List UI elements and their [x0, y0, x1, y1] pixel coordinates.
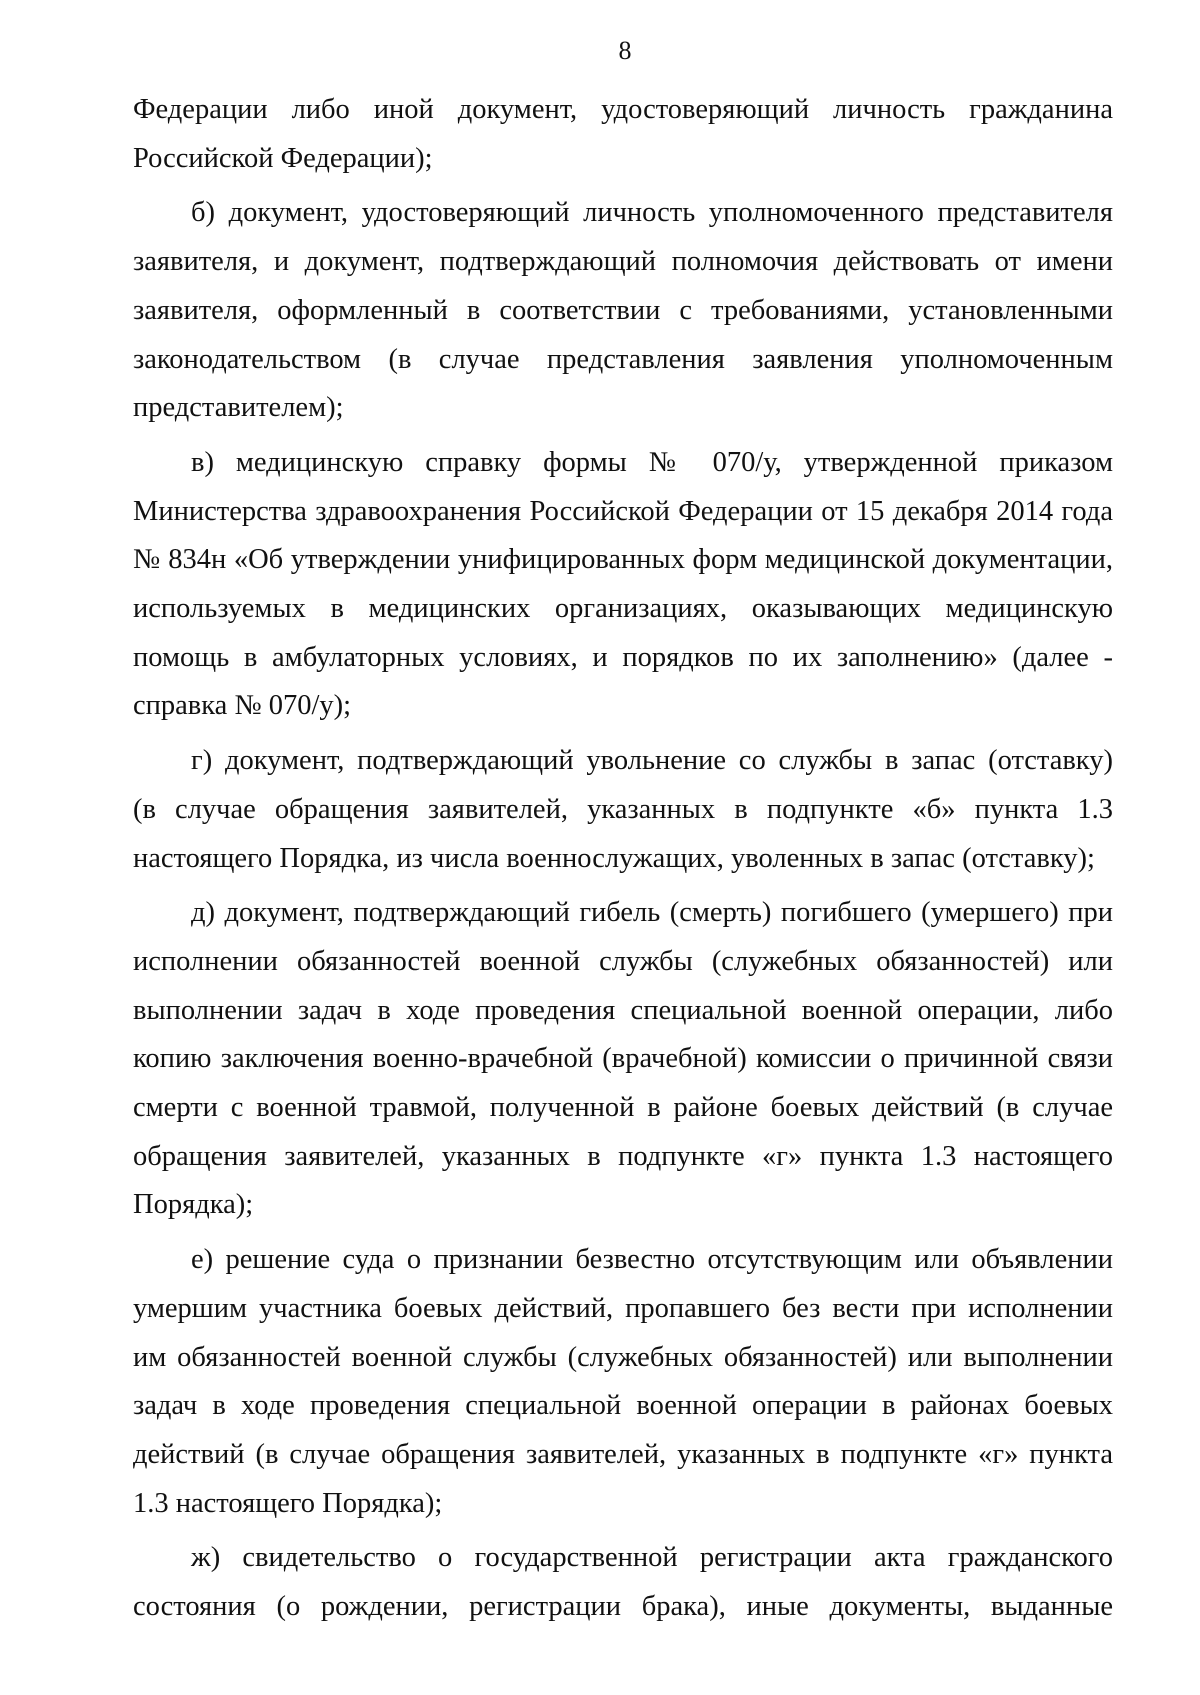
text-line: ж) свидетельство о государственной регистрации акта гражданского — [191, 1542, 1113, 1574]
text-line: используемых в медицинских организациях, оказывающих медицинскую — [133, 593, 1113, 625]
text-line: исполнении обязанностей военной службы (служебных обязанностей) или — [133, 945, 1113, 977]
text-line: настоящего Порядка, из числа военнослужащих, уволенных в запас (отставку); — [133, 842, 1095, 874]
text-line: в) медицинскую справку формы № 070/у, утвержденной приказом — [191, 446, 1113, 478]
text-line: действий (в случае обращения заявителей, указанных в подпункте «г» пункта — [133, 1438, 1113, 1470]
text-line: состояния (о рождении, регистрации брака), иные документы, выданные — [133, 1591, 1113, 1623]
document-body — [133, 86, 1113, 1632]
text-line: (в случае обращения заявителей, указанных в подпункте «б» пункта 1.3 — [133, 793, 1113, 825]
text-line: 1.3 настоящего Порядка); — [133, 1487, 443, 1519]
paragraph — [133, 889, 1113, 1230]
text-line: задач в ходе проведения специальной военной операции в районах боевых — [133, 1390, 1113, 1422]
text-line: представителем); — [133, 392, 344, 424]
text-line: умершим участника боевых действий, пропавшего без вести при исполнении — [133, 1292, 1113, 1324]
paragraph — [133, 189, 1113, 433]
text-line: д) документ, подтверждающий гибель (смерть) погибшего (умершего) при — [191, 897, 1113, 929]
text-line: Российской Федерации); — [133, 142, 433, 174]
text-line: Министерства здравоохранения Российской Федерации от 15 декабря 2014 года — [133, 495, 1113, 527]
text-line: смерти с военной травмой, полученной в районе боевых действий (в случае — [133, 1092, 1113, 1124]
page-number: 8 — [618, 36, 632, 65]
text-line: им обязанностей военной службы (служебных обязанностей) или выполнении — [133, 1341, 1113, 1373]
text-line: заявителя, и документ, подтверждающий полномочия действовать от имени — [133, 246, 1113, 278]
text-line: помощь в амбулаторных условиях, и порядков по их заполнению» (далее - — [133, 641, 1113, 673]
text-line: законодательством (в случае представления заявления уполномоченным — [133, 343, 1113, 375]
text-line: копию заключения военно-врачебной (врачебной) комиссии о причинной связи — [133, 1043, 1113, 1075]
text-line: № 834н «Об утверждении унифицированных форм медицинской документации, — [133, 544, 1113, 576]
text-line: Федерации либо иной документ, удостоверяющий личность гражданина — [133, 94, 1113, 125]
text-line: заявителя, оформленный в соответствии с требованиями, установленными — [133, 294, 1113, 326]
paragraph — [133, 737, 1113, 883]
paragraph — [133, 1236, 1113, 1528]
text-line: выполнении задач в ходе проведения специальной военной операции, либо — [133, 994, 1113, 1026]
text-line: е) решение суда о признании безвестно отсутствующим или объявлении — [191, 1244, 1113, 1276]
paragraph — [133, 1534, 1113, 1631]
paragraph — [133, 86, 1113, 183]
text-line: Порядка); — [133, 1189, 254, 1221]
text-line: г) документ, подтверждающий увольнение со службы в запас (отставку) — [191, 745, 1113, 777]
paragraph — [133, 439, 1113, 731]
text-line: обращения заявителей, указанных в подпункте «г» пункта 1.3 настоящего — [133, 1140, 1113, 1172]
text-line: справка № 070/у); — [133, 690, 352, 722]
text-line: б) документ, удостоверяющий личность уполномоченного представителя — [191, 197, 1113, 229]
